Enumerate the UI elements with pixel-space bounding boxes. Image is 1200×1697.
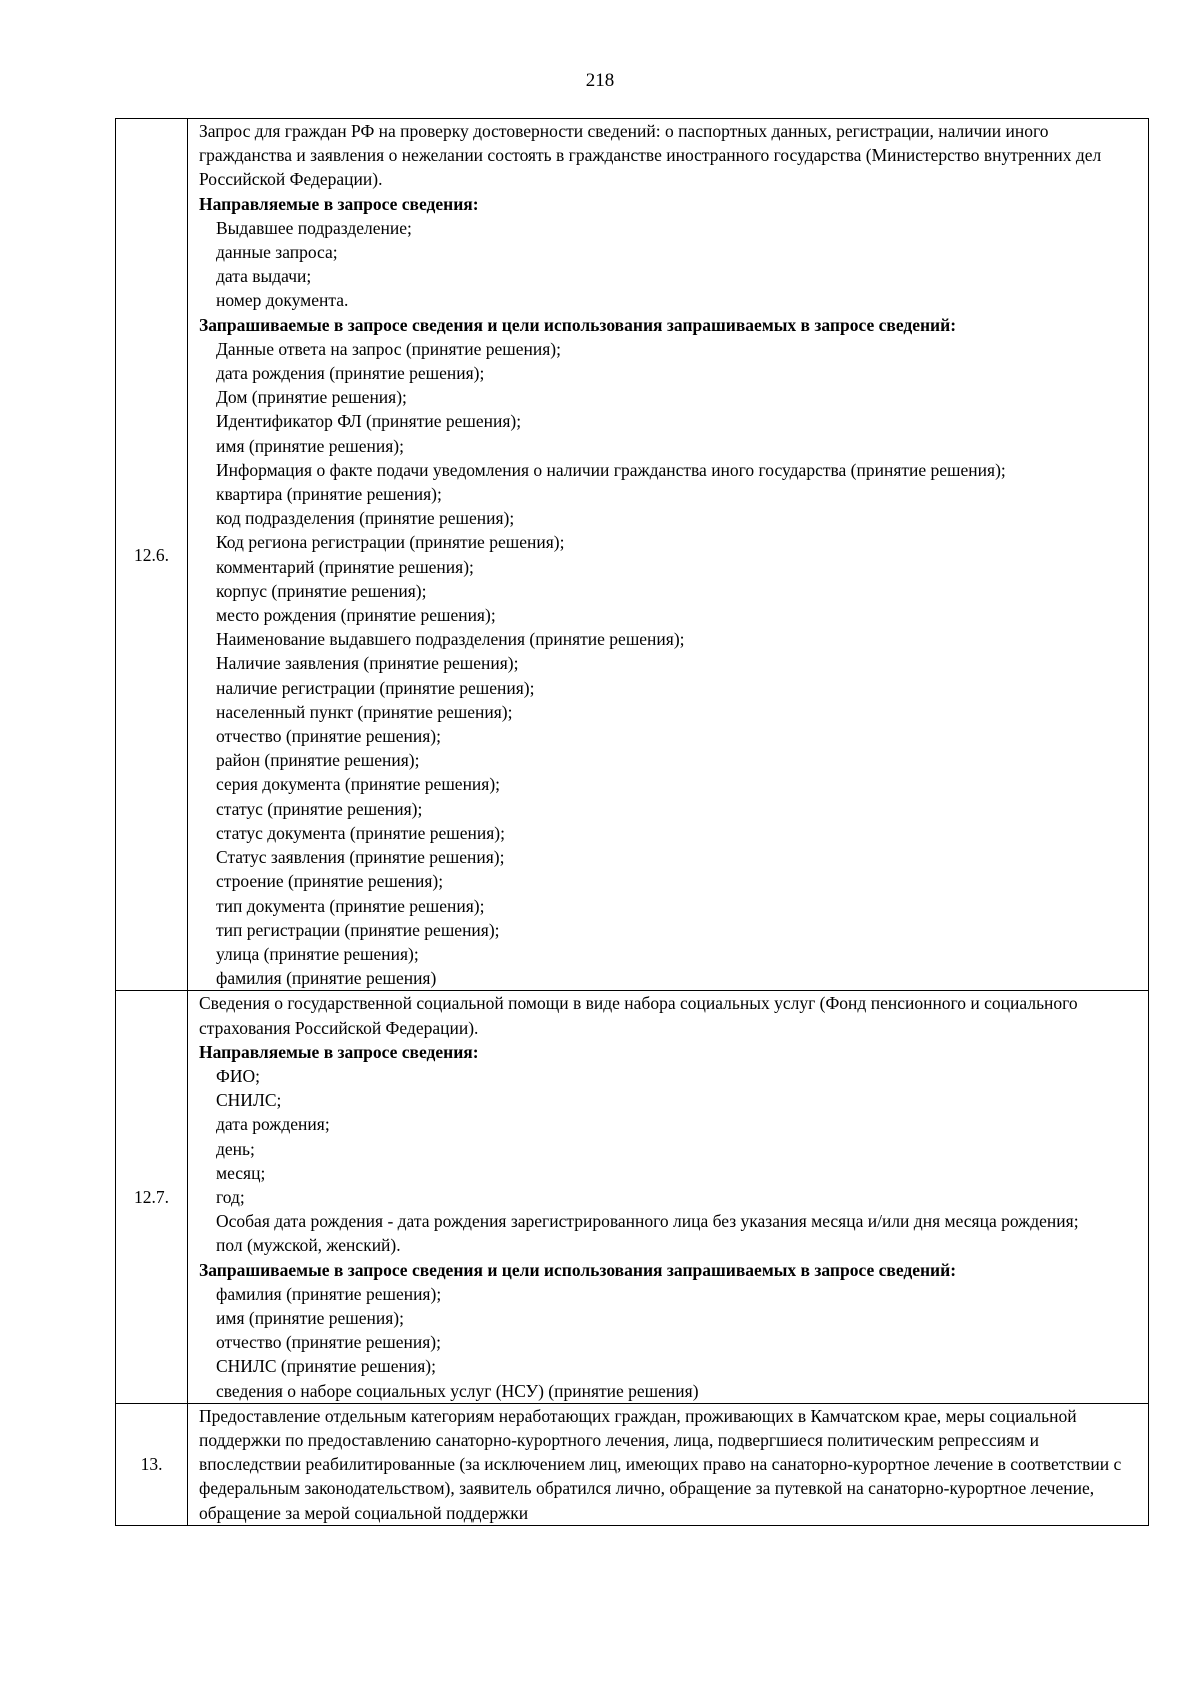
requested-data-item: Информация о факте подачи уведомления о наличии гражданства иного государства (принятие решения); <box>216 459 1006 480</box>
requested-data-item: квартира (принятие решения); <box>216 484 442 505</box>
row-number: 13. <box>116 1403 188 1525</box>
row-number: 12.7. <box>116 991 188 1403</box>
requested-data-item: тип регистрации (принятие решения); <box>216 919 500 940</box>
requested-data-item: фамилия (принятие решения); <box>216 1283 442 1304</box>
sent-data-heading: Направляемые в запросе сведения: <box>199 1041 479 1062</box>
requests-table <box>115 118 1149 1526</box>
requested-data-item: дата рождения (принятие решения); <box>216 363 485 384</box>
table-row <box>116 1403 1149 1525</box>
sent-data-item: дата рождения; <box>216 1114 330 1135</box>
sent-data-item: день; <box>216 1138 255 1159</box>
requested-data-list <box>199 1282 1140 1403</box>
request-description: Запрос для граждан РФ на проверку достоверности сведений: о паспортных данных, регистрации, наличии иного гражданства и заявления о нежелании состоять в гражданстве иностранного государства (Министерство внутренних дел Российской Федерации). <box>199 121 1102 190</box>
requested-data-item: корпус (принятие решения); <box>216 580 427 601</box>
sent-data-item: год; <box>216 1186 245 1207</box>
requested-data-item: населенный пункт (принятие решения); <box>216 701 513 722</box>
sent-data-item: Особая дата рождения - дата рождения зарегистрированного лица без указания месяца и/или дня месяца рождения; <box>216 1211 1079 1232</box>
sent-data-item: ФИО; <box>216 1065 260 1086</box>
table-row <box>116 991 1149 1403</box>
page-number: 218 <box>585 70 615 91</box>
requested-data-list <box>199 337 1140 990</box>
table-row <box>116 119 1149 991</box>
sent-data-item: месяц; <box>216 1162 266 1183</box>
sent-data-list <box>199 1233 1140 1257</box>
service-description: Предоставление отдельным категориям неработающих граждан, проживающих в Камчатском крае, меры социальной поддержки по предоставлению санаторно-курортного лечения, лица, подвергшиеся политическим репрессиям и впоследствии реабилитированные (за исключением лиц, имеющих право на санаторно-курортное лечение в соответствии с федеральным законодательством), заявитель обратился лично, обращение за путевкой на санаторно-курортное лечение, обращение за мерой социальной поддержки <box>199 1405 1122 1523</box>
requested-data-item: статус документа (принятие решения); <box>216 822 505 843</box>
sent-data-item: пол (мужской, женский). <box>216 1235 401 1256</box>
requested-data-item: тип документа (принятие решения); <box>216 895 485 916</box>
requested-data-item: наличие регистрации (принятие решения); <box>216 677 535 698</box>
requested-data-item: отчество (принятие решения); <box>216 726 441 747</box>
request-description: Сведения о государственной социальной помощи в виде набора социальных услуг (Фонд пенсионного и социального страхования Российской Федерации). <box>199 993 1078 1038</box>
sent-data-list <box>199 1064 1140 1209</box>
requested-data-item: Данные ответа на запрос (принятие решения); <box>216 338 561 359</box>
requested-data-item: Идентификатор ФЛ (принятие решения); <box>216 411 522 432</box>
sent-data-item: номер документа. <box>216 290 349 311</box>
requested-data-item: Наименование выдавшего подразделения (принятие решения); <box>216 629 685 650</box>
requested-data-heading: Запрашиваемые в запросе сведения и цели использования запрашиваемых в запросе сведений: <box>199 1259 957 1280</box>
requested-data-item: улица (принятие решения); <box>216 943 419 964</box>
requested-data-item: Код региона регистрации (принятие решения); <box>216 532 565 553</box>
row-number: 12.6. <box>116 119 188 991</box>
requested-data-item: строение (принятие решения); <box>216 871 444 892</box>
requested-data-heading: Запрашиваемые в запросе сведения и цели использования запрашиваемых в запросе сведений: <box>199 314 957 335</box>
requested-data-item: комментарий (принятие решения); <box>216 556 474 577</box>
row-content <box>188 991 1149 1403</box>
sent-data-item: Выдавшее подразделение; <box>216 217 412 238</box>
row-content <box>188 119 1149 991</box>
requested-data-item: фамилия (принятие решения) <box>216 968 437 989</box>
requested-data-item: сведения о наборе социальных услуг (НСУ) (принятие решения) <box>216 1380 699 1401</box>
requested-data-item: место рождения (принятие решения); <box>216 605 496 626</box>
requested-data-item: серия документа (принятие решения); <box>216 774 501 795</box>
sent-data-list <box>199 216 1140 313</box>
requested-data-item: отчество (принятие решения); <box>216 1332 441 1353</box>
requested-data-item: Статус заявления (принятие решения); <box>216 847 505 868</box>
sent-data-item: дата выдачи; <box>216 266 312 287</box>
requested-data-item: СНИЛС (принятие решения); <box>216 1356 436 1377</box>
sent-data-heading: Направляемые в запросе сведения: <box>199 193 479 214</box>
requested-data-item: имя (принятие решения); <box>216 435 404 456</box>
requested-data-item: район (принятие решения); <box>216 750 420 771</box>
requested-data-item: статус (принятие решения); <box>216 798 423 819</box>
requested-data-item: код подразделения (принятие решения); <box>216 508 515 529</box>
requested-data-item: Дом (принятие решения); <box>216 387 407 408</box>
sent-data-item: данные запроса; <box>216 242 338 263</box>
requested-data-item: Наличие заявления (принятие решения); <box>216 653 519 674</box>
row-content <box>188 1403 1149 1525</box>
sent-data-item: СНИЛС; <box>216 1090 282 1111</box>
requested-data-item: имя (принятие решения); <box>216 1307 404 1328</box>
